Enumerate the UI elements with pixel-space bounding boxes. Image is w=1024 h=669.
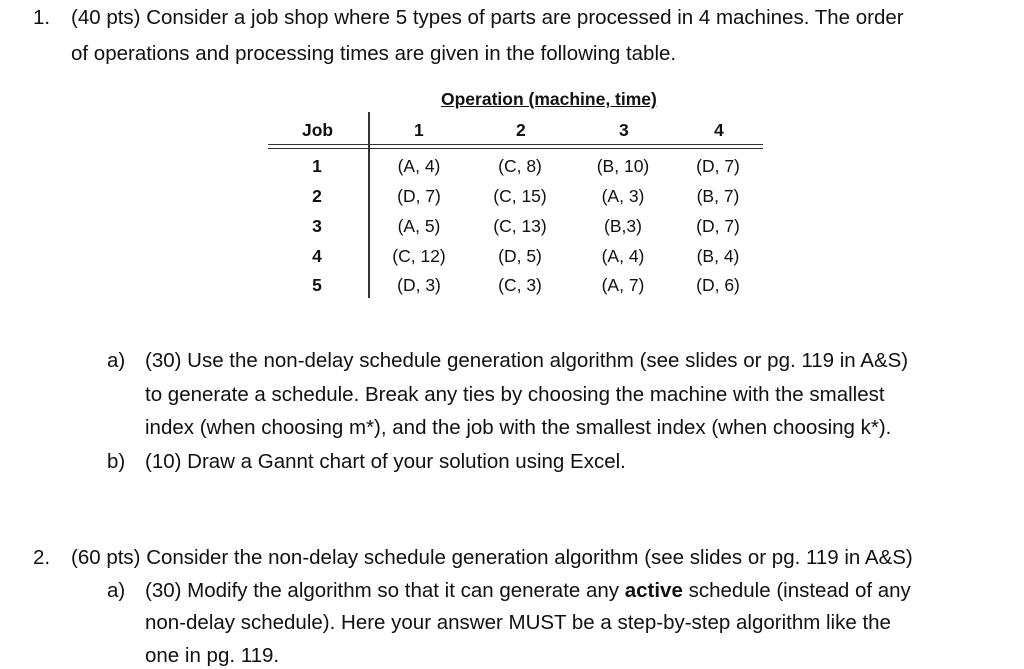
q2a-line1 <box>145 578 911 604</box>
job-cell: 3 <box>312 216 322 236</box>
op-header-3: 3 <box>619 120 629 140</box>
q2a-label: a) <box>107 579 126 602</box>
q1a-label: a) <box>107 349 126 372</box>
op-cell: (B,3) <box>604 216 642 236</box>
q1b-line1: (10) Draw a Gannt chart of your solution using Excel. <box>145 450 626 473</box>
op-cell: (A, 7) <box>601 275 645 295</box>
q2a-line1-bold: active <box>624 579 683 602</box>
table-header-rule-double <box>268 148 763 149</box>
operation-title: Operation (machine, time) <box>441 89 657 109</box>
q2-text-line1: (60 pts) Consider the non-delay schedule generation algorithm (see slides or pg. 119 in A&S) <box>71 546 913 569</box>
op-header-1: 1 <box>414 120 424 140</box>
q2a-line2: non-delay schedule). Here your answer MUST be a step-by-step algorithm like the <box>145 611 891 634</box>
job-cell: 2 <box>312 186 322 206</box>
op-cell: (D, 5) <box>498 246 542 266</box>
op-cell: (C, 12) <box>392 246 446 266</box>
op-cell: (D, 6) <box>696 275 740 295</box>
op-cell: (C, 8) <box>498 156 542 176</box>
q1-text-line2: of operations and processing times are given in the following table. <box>71 42 677 65</box>
op-cell: (A, 4) <box>397 156 441 176</box>
op-cell: (C, 3) <box>498 275 542 295</box>
op-cell: (D, 7) <box>696 156 740 176</box>
op-cell: (C, 15) <box>493 186 547 206</box>
q1b-label: b) <box>107 450 126 473</box>
q2a-line3: one in pg. 119. <box>145 644 280 667</box>
job-cell: 1 <box>312 156 322 176</box>
q2a-line1-post: schedule (instead of any <box>682 579 911 602</box>
op-cell: (D, 7) <box>696 216 740 236</box>
op-cell: (D, 7) <box>397 186 441 206</box>
q1a-line1: (30) Use the non-delay schedule generation algorithm (see slides or pg. 119 in A&S) <box>145 349 909 372</box>
q2-number: 2. <box>33 546 51 569</box>
q1a-line2: to generate a schedule. Break any ties by choosing the machine with the smallest <box>145 383 885 406</box>
q2a-line1-pre: (30) Modify the algorithm so that it can generate any <box>145 579 625 602</box>
job-cell: 5 <box>312 275 322 295</box>
q1-number: 1. <box>33 6 51 29</box>
table-vertical-divider <box>368 112 370 298</box>
op-cell: (B, 7) <box>696 186 740 206</box>
table-header-rule <box>268 144 763 145</box>
op-cell: (D, 3) <box>397 275 441 295</box>
op-cell: (A, 4) <box>601 246 645 266</box>
job-cell: 4 <box>312 246 322 266</box>
op-cell: (B, 10) <box>596 156 650 176</box>
op-header-2: 2 <box>516 120 526 140</box>
op-cell: (B, 4) <box>696 246 740 266</box>
job-header: Job <box>302 120 334 140</box>
op-header-4: 4 <box>714 120 724 140</box>
op-cell: (A, 5) <box>397 216 441 236</box>
op-cell: (C, 13) <box>493 216 547 236</box>
q1-text-line1: (40 pts) Consider a job shop where 5 types of parts are processed in 4 machines. The order <box>71 6 904 29</box>
op-cell: (A, 3) <box>601 186 645 206</box>
q1a-line3: index (when choosing m*), and the job with the smallest index (when choosing k*). <box>145 416 892 439</box>
